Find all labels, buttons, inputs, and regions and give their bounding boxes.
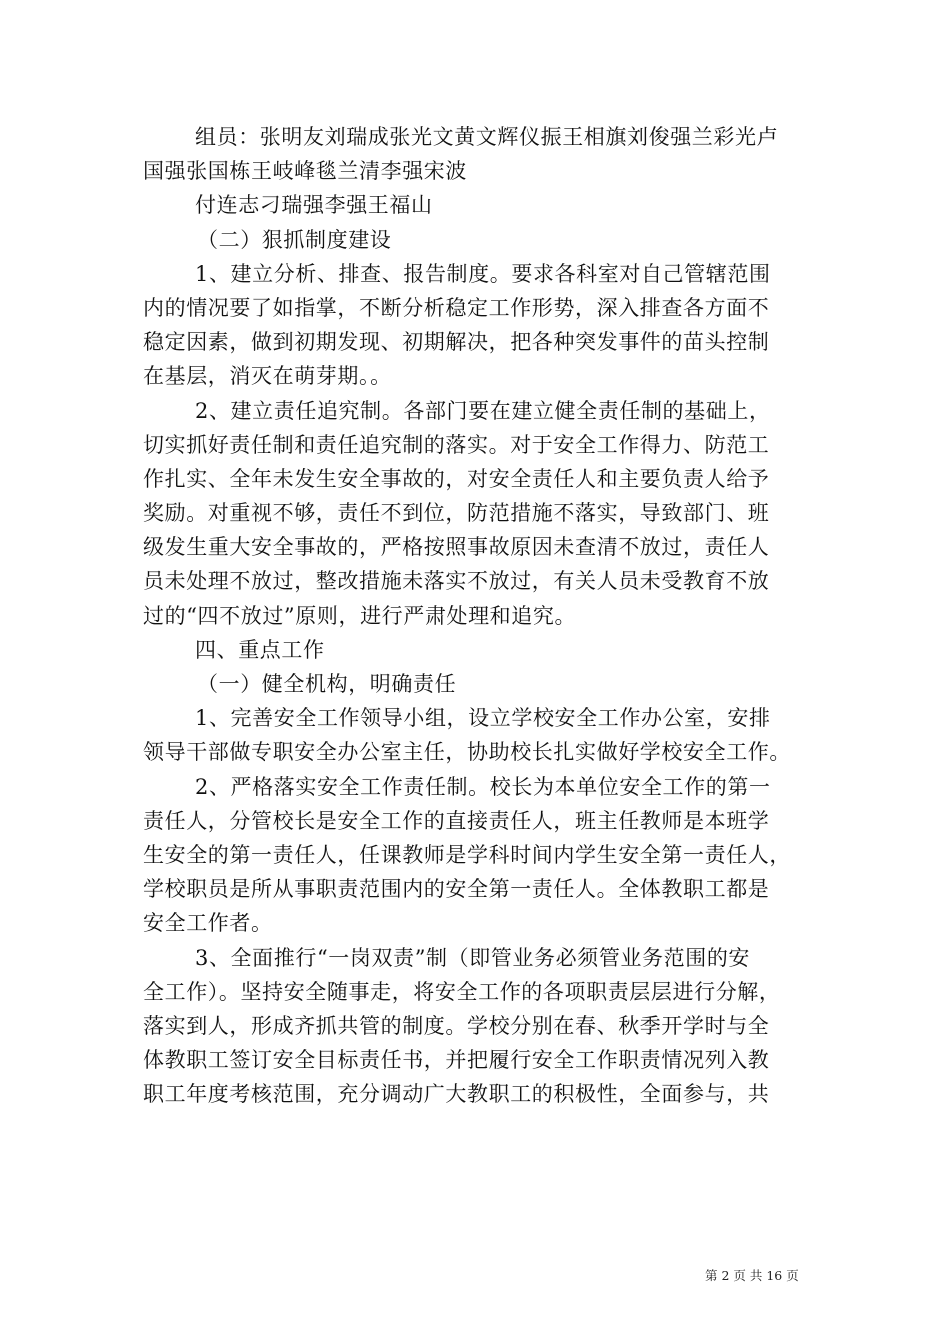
text-line: 生安全的第一责任人，任课教师是学科时间内学生安全第一责任人， — [143, 842, 791, 867]
text-line: 1、建立分析、排查、报告制度。要求各科室对自己管辖范围 — [195, 261, 771, 286]
section-heading: 四、重点工作 — [195, 637, 325, 662]
section-heading: （一）健全机构，明确责任 — [197, 672, 457, 696]
text-line: 国强张国栋王岐峰毯兰清李强宋波 — [143, 159, 467, 184]
page-number: 第 2 页 共 16 页 — [705, 1268, 799, 1283]
text-line: 级发生重大安全事故的，严格按照事故原因未查清不放过，责任人 — [143, 535, 770, 560]
text-line: 安全工作者。 — [143, 911, 273, 936]
text-line: 作扎实、全年未发生安全事故的，对安全责任人和主要负责人给予 — [143, 466, 770, 491]
text-line: 领导干部做专职安全办公室主任，协助校长扎实做好学校安全工作。 — [143, 740, 791, 765]
text-line: 学校职员是所从事职责范围内的安全第一责任人。全体教职工都是 — [143, 877, 770, 902]
text-line: 落实到人，形成齐抓共管的制度。学校分别在春、秋季开学时与全 — [143, 1013, 770, 1038]
text-line: 2、严格落实安全工作责任制。校长为本单位安全工作的第一 — [195, 774, 771, 799]
text-line: 3、全面推行“一岗双责”制（即管业务必须管业务范围的安 — [195, 945, 751, 970]
text-line: 付连志刁瑞强李强王福山 — [195, 193, 433, 218]
text-line: 稳定因素，做到初期发现、初期解决，把各种突发事件的苗头控制 — [143, 330, 770, 355]
text-line: 过的“四不放过”原则，进行严肃处理和追究。 — [143, 603, 577, 628]
text-line: 全工作）。坚持安全随事走，将安全工作的各项职责层层进行分解， — [143, 979, 781, 1004]
text-line: 2、建立责任追究制。各部门要在建立健全责任制的基础上， — [195, 398, 771, 423]
text-line: 责任人，分管校长是安全工作的直接责任人，班主任教师是本班学 — [143, 808, 770, 833]
text-line: 体教职工签订安全目标责任书，并把履行安全工作职责情况列入教 — [143, 1048, 770, 1073]
text-line: 奖励。对重视不够，责任不到位，防范措施不落实，导致部门、班 — [143, 501, 770, 526]
text-line: 在基层，消灭在萌芽期。。 — [143, 364, 392, 389]
text-line: 职工年度考核范围，充分调动广大教职工的积极性，全面参与，共 — [143, 1082, 770, 1107]
text-line: 员未处理不放过，整改措施未落实不放过，有关人员未受教育不放 — [143, 569, 770, 594]
document-body — [143, 120, 813, 1111]
text-line: 内的情况要了如指掌，不断分析稳定工作形势，深入排查各方面不 — [143, 295, 770, 320]
text-line: 切实抓好责任制和责任追究制的落实。对于安全工作得力、防范工 — [143, 432, 770, 457]
text-line: 1、完善安全工作领导小组，设立学校安全工作办公室，安排 — [195, 706, 771, 731]
section-heading: （二）狠抓制度建设 — [197, 227, 392, 252]
text-line: 组员：张明友刘瑞成张光文黄文辉仪振王相旗刘俊强兰彩光卢 — [195, 125, 779, 149]
